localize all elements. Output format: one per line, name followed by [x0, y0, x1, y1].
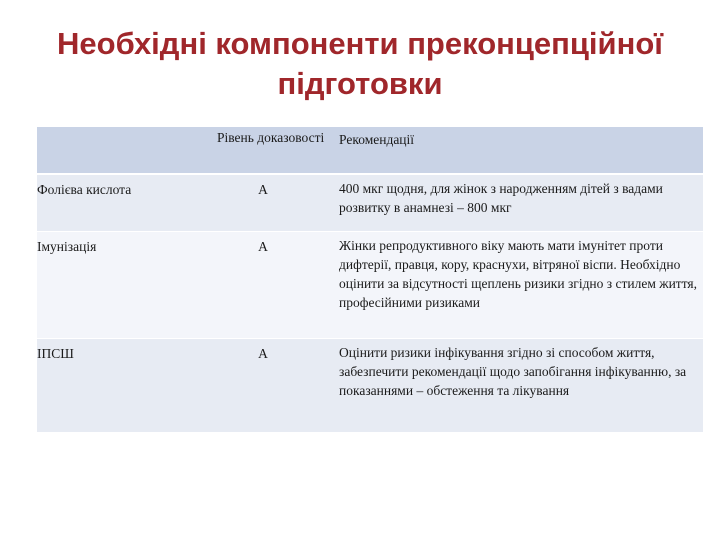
row-recommendation: 400 мкг щодня, для жінок з народженням дітей з вадами розвитку в анамнезі – 800 мкг [330, 174, 703, 231]
row-evidence-level: A [210, 338, 330, 432]
table-row [37, 174, 703, 231]
row-recommendation: Жінки репродуктивного віку мають мати імунітет проти дифтерії, правця, кору, краснухи, вітряної віспи. Необхідно оцінити за відсутності щеплень ризики згідно з стилем життя, професійними ризиками [330, 231, 703, 338]
slide-title-line-1: Необхідні компоненти преконцепційної [57, 26, 663, 61]
row-evidence-level: A [210, 174, 330, 231]
slide-title-line-2: підготовки [277, 66, 443, 101]
slide-title [0, 24, 720, 104]
row-component: ІПСШ [37, 338, 210, 432]
recommendations-table [37, 127, 703, 433]
header-evidence-level: Рівень доказовості [210, 127, 330, 174]
row-recommendation: Оцінити ризики інфікування згідно зі способом життя, забезпечити рекомендації щодо запобігання інфікуванню, за показаннями – обстеження та лікування [330, 338, 703, 432]
table-header-row [37, 127, 703, 174]
row-component: Фолієва кислота [37, 174, 210, 231]
row-component: Імунізація [37, 231, 210, 338]
row-evidence-level: A [210, 231, 330, 338]
header-recommendations: Рекомендації [330, 127, 703, 174]
table-row [37, 338, 703, 432]
header-component [37, 127, 210, 174]
table-row [37, 231, 703, 338]
